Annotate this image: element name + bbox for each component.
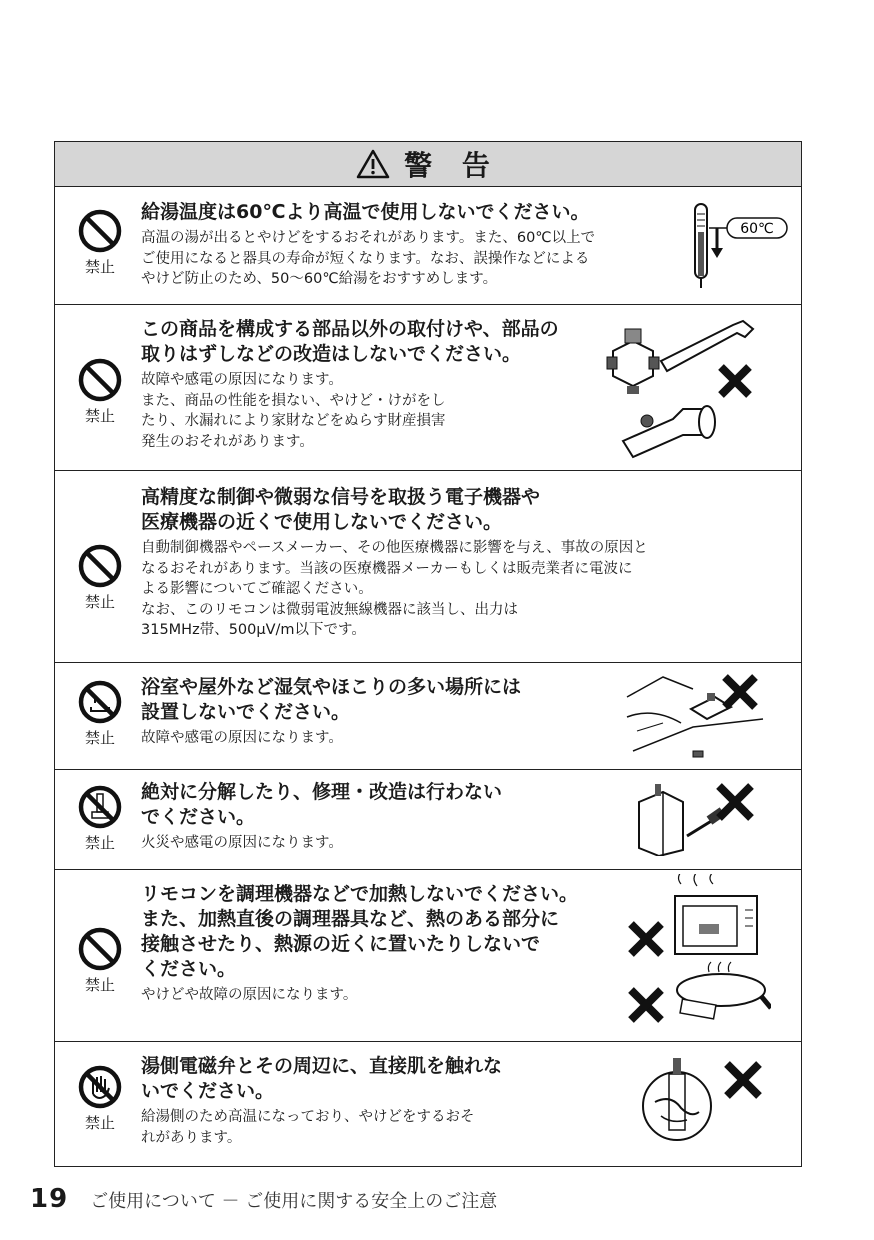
warning-title: 警 告 xyxy=(404,149,500,182)
no-touch-icon xyxy=(77,1064,123,1110)
item-body: 高温の湯が出るとやけどをするおそれがあります。また、60℃以上で ご使用になると器具の寿命が短くなります。なお、誤操作などによる やけど防止のため、50～60℃給湯をおすすめします。 xyxy=(141,230,596,287)
prohibit-symbol xyxy=(75,543,125,612)
prohibit-symbol xyxy=(75,784,125,853)
prohibit-symbol xyxy=(75,357,125,426)
item-heading: 浴室や屋外など湿気やほこりの多い場所には 設置しないでください。 xyxy=(141,676,522,723)
warning-item-7 xyxy=(55,1041,801,1167)
item-body: 故障や感電の原因になります。 また、商品の性能を損ない、やけど・けがをし たり、水漏れにより家財などをぬらす財産損害 発生のおそれがあります。 xyxy=(141,372,446,450)
prohibit-label: 禁止 xyxy=(84,729,115,747)
item-heading: 給湯温度は60℃より高温で使用しないでください。 xyxy=(141,201,590,223)
prohibit-icon xyxy=(77,208,123,254)
prohibit-symbol xyxy=(75,208,125,277)
warning-item-3 xyxy=(55,470,801,662)
prohibit-symbol xyxy=(75,679,125,748)
item-text xyxy=(141,200,595,290)
solenoid-valve-illustration xyxy=(641,1054,771,1154)
item-body: 火災や感電の原因になります。 xyxy=(141,835,343,851)
warning-triangle-icon xyxy=(356,149,390,179)
prohibit-icon xyxy=(77,926,123,972)
temperature-label: 60℃ xyxy=(740,221,774,237)
item-body: 故障や感電の原因になります。 xyxy=(141,730,343,746)
item-text xyxy=(141,485,648,641)
valve-wrench-illustration xyxy=(603,311,763,461)
item-body: 給湯側のため高温になっており、やけどをするおそ れがあります。 xyxy=(141,1109,475,1146)
prohibit-label: 禁止 xyxy=(84,407,115,425)
warning-item-5 xyxy=(55,769,801,869)
no-disassembly-icon xyxy=(77,784,123,830)
prohibit-label: 禁止 xyxy=(84,258,115,276)
remote-screwdriver-illustration xyxy=(633,776,763,856)
item-heading: この商品を構成する部品以外の取付けや、部品の 取りはずしなどの改造はしないでください。 xyxy=(141,318,559,365)
item-text xyxy=(141,675,521,749)
prohibit-label: 禁止 xyxy=(84,976,115,994)
item-heading: 高精度な制御や微弱な信号を取扱う電子機器や 医療機器の近くで使用しないでください。 xyxy=(141,486,541,533)
thermometer-illustration xyxy=(685,198,795,290)
item-heading: 湯側電磁弁とその周辺に、直接肌を触れな いでください。 xyxy=(141,1055,503,1102)
item-heading: リモコンを調理機器などで加熱しないでください。 また、加熱直後の調理器具など、熱のある部分に 接触させたり、熱源の近くに置いたりしないで ください。 xyxy=(141,883,579,980)
page-number: 19 xyxy=(30,1184,69,1214)
microwave-pan-illustration xyxy=(621,874,771,1038)
item-text xyxy=(141,1054,502,1148)
section-title: ご使用について － ご使用に関する安全上のご注意 xyxy=(90,1191,498,1212)
prohibit-label: 禁止 xyxy=(84,593,115,611)
prohibit-symbol xyxy=(75,926,125,995)
warning-header xyxy=(55,142,801,187)
page-footer xyxy=(30,1184,497,1214)
item-body: やけどや故障の原因になります。 xyxy=(141,987,358,1003)
item-body: 自動制御機器やペースメーカー、その他医療機器に影響を与え、事故の原因と なるおそれがあります。当該の医療機器メーカーもしくは販売業者に電波に よる影響についてご確認ください。 なお、このリモコンは微弱電波無線機器に該当し、出力は 315MHz帯、500μV/m以下です。 xyxy=(141,540,648,638)
prohibit-label: 禁止 xyxy=(84,1114,115,1132)
prohibit-label: 禁止 xyxy=(84,834,115,852)
prohibit-symbol xyxy=(75,1064,125,1133)
item-heading: 絶対に分解したり、修理・改造は行わない でください。 xyxy=(141,781,503,828)
prohibit-icon xyxy=(77,543,123,589)
item-text xyxy=(141,882,578,1006)
warning-item-2 xyxy=(55,304,801,470)
warning-box xyxy=(54,141,802,1167)
bathroom-illustration xyxy=(623,667,773,765)
item-text xyxy=(141,317,559,452)
warning-item-4 xyxy=(55,662,801,769)
prohibit-icon xyxy=(77,357,123,403)
item-text xyxy=(141,780,502,854)
warning-item-6 xyxy=(55,869,801,1041)
warning-item-1 xyxy=(55,186,801,304)
no-humid-place-icon xyxy=(77,679,123,725)
